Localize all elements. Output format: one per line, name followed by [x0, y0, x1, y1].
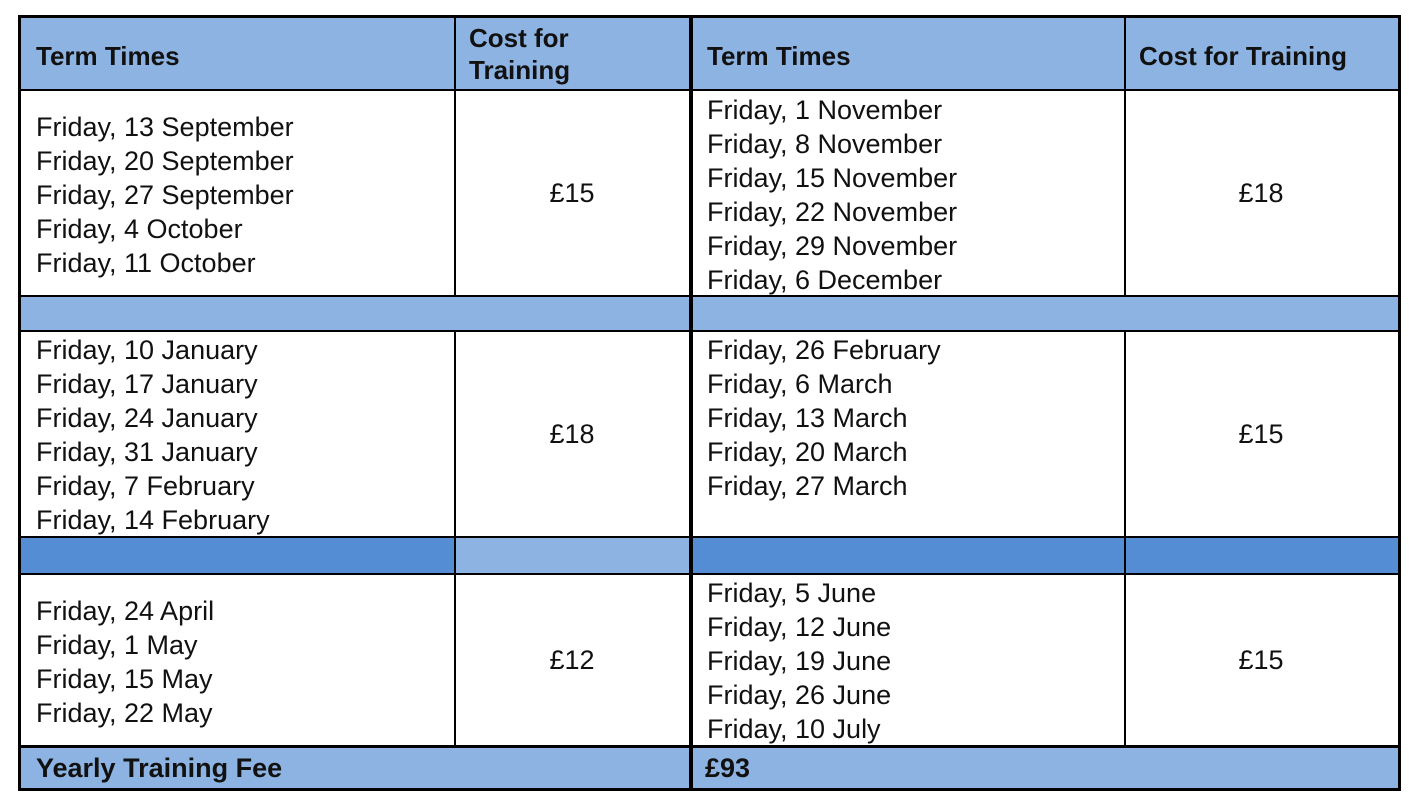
date-entry: Friday, 15 May [36, 664, 213, 694]
row1-right-cost [1124, 90, 1398, 296]
header-term-times-right-text: Term Times [707, 41, 851, 71]
separator-band-2-left [21, 537, 454, 574]
row3-left-cost [454, 574, 690, 746]
date-entry: Friday, 10 January [36, 335, 258, 365]
date-entry: Friday, 20 September [36, 146, 294, 176]
grid-line [689, 18, 693, 788]
header-cost-right-text: Cost for Training [1139, 41, 1347, 71]
grid-line [1124, 331, 1126, 748]
row1-left-cost [454, 90, 690, 296]
date-entry: Friday, 13 March [707, 403, 908, 433]
grid-line [21, 89, 1398, 91]
separator-band-1 [21, 296, 1398, 331]
header-cost-left-line2: Training [469, 55, 571, 85]
header-term-times-right [690, 18, 1124, 90]
row2-left-dates [21, 331, 454, 537]
cost-value: £12 [549, 645, 595, 675]
date-entry: Friday, 4 October [36, 214, 243, 244]
grid-line [454, 18, 456, 296]
date-entry: Friday, 7 February [36, 471, 255, 501]
cost-value: £15 [1238, 419, 1284, 449]
date-entry: Friday, 26 February [707, 335, 941, 365]
date-entry: Friday, 20 March [707, 437, 908, 467]
row3-left-dates [21, 574, 454, 746]
date-entry: Friday, 27 September [36, 180, 294, 210]
row2-left-cost [454, 331, 690, 537]
date-entry: Friday, 8 November [707, 129, 943, 159]
grid-line [454, 331, 456, 748]
date-entry: Friday, 12 June [707, 612, 892, 642]
date-entry: Friday, 24 January [36, 403, 258, 433]
row1-right-dates [690, 90, 1124, 296]
header-term-times-left [21, 18, 454, 90]
footer-total [690, 748, 1398, 788]
date-entry: Friday, 5 June [707, 578, 877, 608]
date-entry: Friday, 31 January [36, 437, 258, 467]
date-entry: Friday, 19 June [707, 646, 892, 676]
footer-label-text: Yearly Training Fee [36, 753, 283, 783]
date-entry: Friday, 27 March [707, 471, 908, 501]
row3-right-cost [1124, 574, 1398, 746]
grid-line [21, 745, 1398, 748]
grid-line [21, 536, 1398, 538]
header-cost-left-line1: Cost for [469, 23, 569, 53]
date-entry: Friday, 14 February [36, 505, 270, 535]
header-cost-right [1124, 18, 1398, 90]
cost-value: £18 [1238, 178, 1284, 208]
date-entry: Friday, 24 April [36, 596, 215, 626]
cost-value: £18 [549, 419, 595, 449]
grid-line [1124, 18, 1126, 296]
date-entry: Friday, 26 June [707, 680, 892, 710]
training-fees-table [18, 15, 1401, 791]
cost-value: £15 [549, 178, 595, 208]
grid-line [21, 295, 1398, 297]
cost-value: £15 [1238, 645, 1284, 675]
row1-left-dates [21, 90, 454, 296]
date-entry: Friday, 1 November [707, 95, 943, 125]
grid-line [21, 573, 1398, 575]
row3-right-dates [690, 574, 1124, 746]
date-entry: Friday, 13 September [36, 112, 294, 142]
date-entry: Friday, 29 November [707, 231, 958, 261]
date-entry: Friday, 22 May [36, 698, 213, 728]
separator-band-2-right [690, 537, 1398, 574]
date-entry: Friday, 17 January [36, 369, 258, 399]
header-cost-left [454, 18, 690, 90]
row2-right-cost [1124, 331, 1398, 537]
date-entry: Friday, 10 July [707, 714, 881, 744]
date-entry: Friday, 11 October [36, 248, 256, 278]
footer-total-text: £93 [705, 753, 751, 783]
footer-label [21, 748, 690, 788]
separator-band-2-cost-left [454, 537, 690, 574]
grid-line [21, 330, 1398, 332]
header-term-times-left-text: Term Times [36, 41, 180, 71]
date-entry: Friday, 6 March [707, 369, 893, 399]
date-entry: Friday, 6 December [707, 265, 943, 295]
date-entry: Friday, 15 November [707, 163, 958, 193]
date-entry: Friday, 22 November [707, 197, 958, 227]
date-entry: Friday, 1 May [36, 630, 198, 660]
row2-right-dates [690, 331, 1124, 537]
